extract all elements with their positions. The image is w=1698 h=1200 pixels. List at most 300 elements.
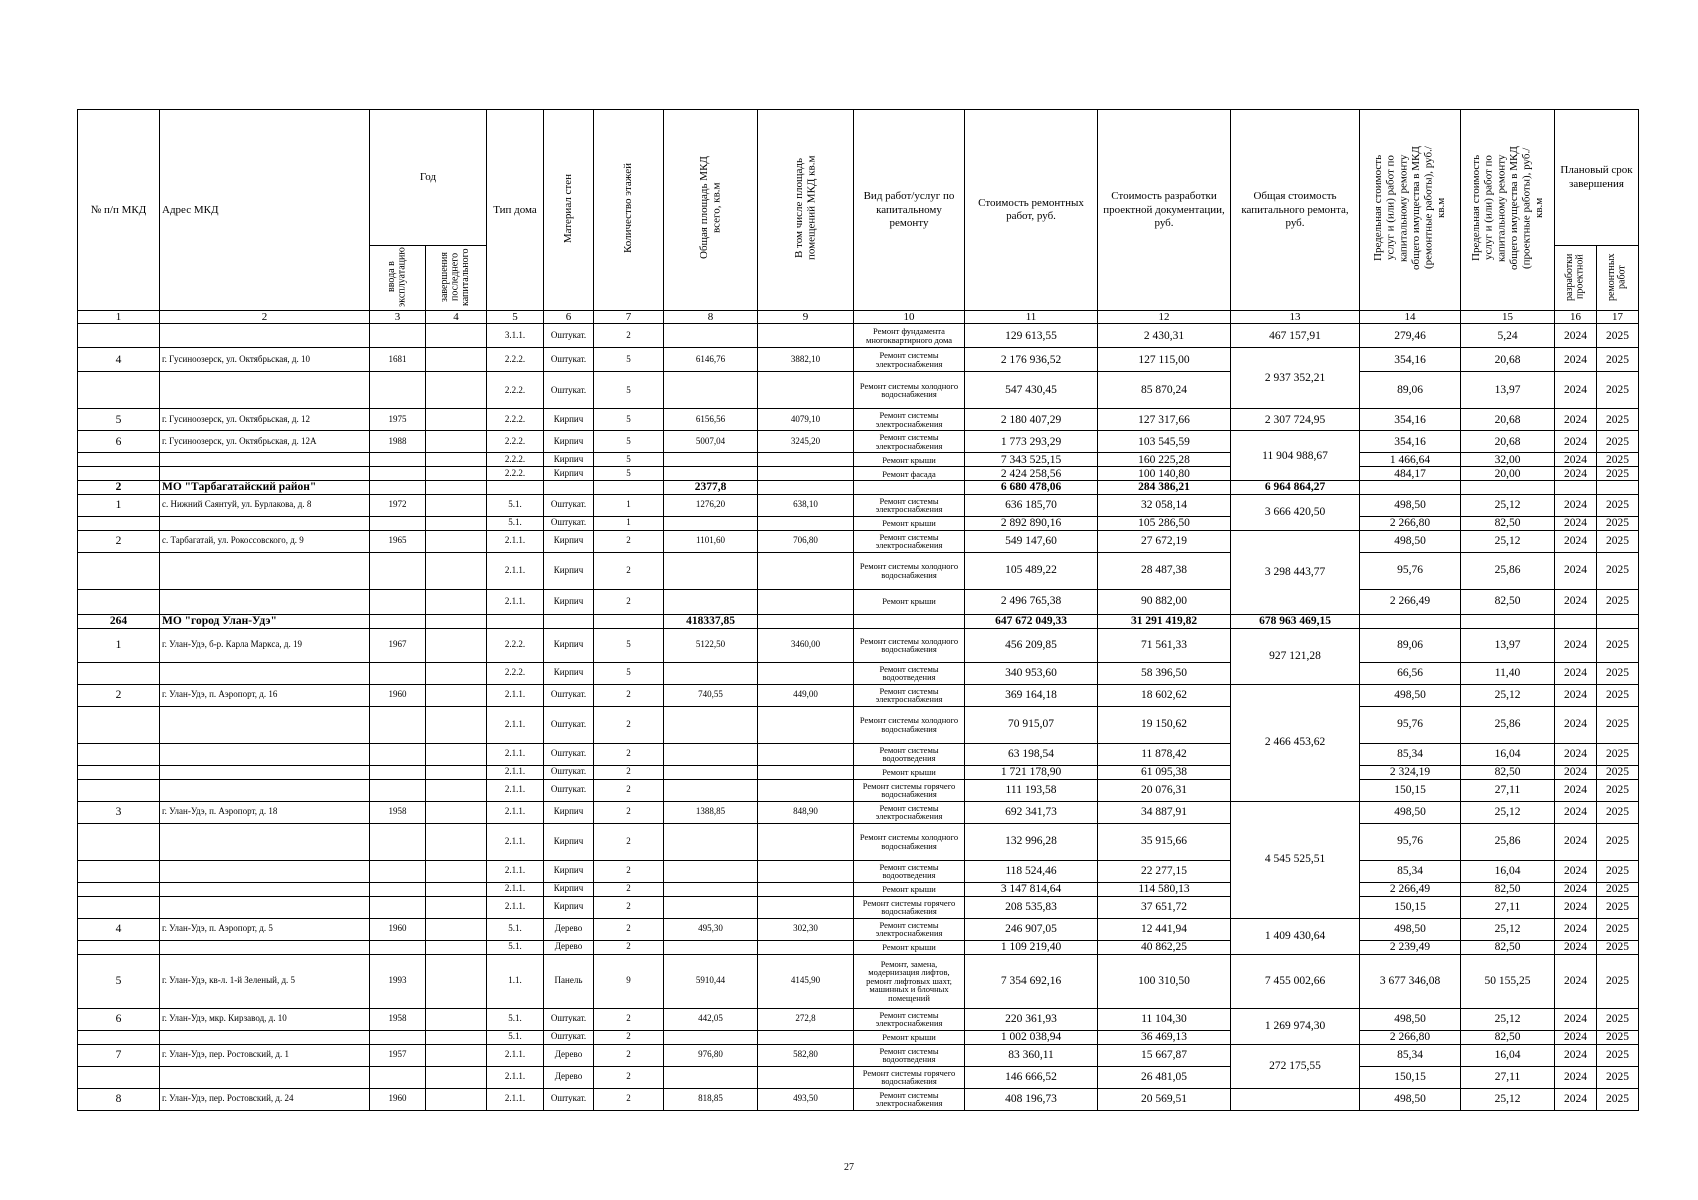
row-term-design: 2024 [1555, 1066, 1597, 1088]
row-repair-cost: 246 907,05 [965, 918, 1098, 940]
row-term-repair: 2025 [1597, 684, 1639, 706]
row-work-type: Ремонт крыши [854, 882, 965, 896]
row-address [160, 662, 370, 684]
header-term: Плановый срок завершения [1555, 110, 1639, 246]
row-wall-material: Дерево [544, 1044, 594, 1066]
row-term-design: 2024 [1555, 552, 1597, 589]
row-number: 6 [78, 1008, 160, 1030]
empty-cell [594, 481, 664, 494]
row-address [160, 860, 370, 882]
row-wall-material: Кирпич [544, 860, 594, 882]
row-wall-material: Оштукат. [544, 743, 594, 765]
row-address: г. Гусиноозерск, ул. Октябрьская, д. 10 [160, 348, 370, 372]
row-limit-repair: 2 266,80 [1360, 516, 1461, 530]
row-work-type: Ремонт системы электроснабжения [854, 801, 965, 823]
row-premises-area: 3882,10 [758, 348, 854, 372]
row-limit-design: 25,12 [1461, 684, 1555, 706]
empty-cell [426, 614, 487, 628]
row-floors: 2 [594, 860, 664, 882]
row-limit-repair: 279,46 [1360, 324, 1461, 348]
row-term-design: 2024 [1555, 743, 1597, 765]
row-term-design: 2024 [1555, 882, 1597, 896]
row-term-design: 2024 [1555, 516, 1597, 530]
table-row [78, 662, 1639, 684]
row-repair-cost: 132 996,28 [965, 823, 1098, 860]
header-term-repair [1597, 246, 1639, 311]
row-total-area [664, 589, 758, 614]
row-total-area: 442,05 [664, 1008, 758, 1030]
row-work-type: Ремонт системы электроснабжения [854, 494, 965, 516]
row-year-last [426, 684, 487, 706]
table-row [78, 324, 1639, 348]
table-row [78, 431, 1639, 453]
row-term-design: 2024 [1555, 860, 1597, 882]
row-total-area: 5007,04 [664, 431, 758, 453]
row-limit-design: 20,68 [1461, 431, 1555, 453]
row-year-built [370, 372, 426, 409]
row-year-built [370, 743, 426, 765]
row-house-type: 5.1. [487, 1030, 544, 1044]
row-year-built: 1958 [370, 1008, 426, 1030]
column-number-9: 9 [758, 311, 854, 324]
row-wall-material: Оштукат. [544, 765, 594, 779]
row-floors: 2 [594, 530, 664, 552]
section-row [78, 481, 1639, 494]
row-work-type: Ремонт системы горячего водоснабжения [854, 896, 965, 918]
row-house-type: 2.2.2. [487, 453, 544, 467]
row-address [160, 324, 370, 348]
row-floors: 5 [594, 409, 664, 431]
row-house-type: 2.1.1. [487, 743, 544, 765]
row-term-design: 2024 [1555, 1030, 1597, 1044]
row-number: 1 [78, 628, 160, 662]
row-year-last [426, 954, 487, 1008]
row-limit-design: 32,00 [1461, 453, 1555, 467]
row-house-type: 2.1.1. [487, 589, 544, 614]
row-total-cost: 927 121,28 [1231, 628, 1360, 684]
row-repair-cost: 63 198,54 [965, 743, 1098, 765]
row-work-type: Ремонт фундамента многоквартирного дома [854, 324, 965, 348]
row-house-type: 2.1.1. [487, 896, 544, 918]
header-row [78, 110, 1639, 246]
row-design-cost: 2 430,31 [1098, 324, 1231, 348]
row-work-type: Ремонт, замена, модернизация лифтов, ремонт лифтовых шахт, машинных и блочных помещений [854, 954, 965, 1008]
row-total-cost: 2 466 453,62 [1231, 684, 1360, 801]
row-work-type: Ремонт системы электроснабжения [854, 918, 965, 940]
row-address: г. Улан-Удэ, п. Аэропорт, д. 5 [160, 918, 370, 940]
row-address: г. Гусиноозерск, ул. Октябрьская, д. 12А [160, 431, 370, 453]
row-work-type: Ремонт системы холодного водоснабжения [854, 552, 965, 589]
row-repair-cost: 408 196,73 [965, 1088, 1098, 1110]
row-year-last [426, 1030, 487, 1044]
row-limit-design: 25,86 [1461, 552, 1555, 589]
row-house-type: 2.1.1. [487, 1088, 544, 1110]
row-repair-cost: 692 341,73 [965, 801, 1098, 823]
row-limit-repair: 2 324,19 [1360, 765, 1461, 779]
row-premises-area [758, 882, 854, 896]
row-limit-design: 82,50 [1461, 765, 1555, 779]
row-number [78, 589, 160, 614]
row-wall-material: Оштукат. [544, 494, 594, 516]
row-premises-area: 706,80 [758, 530, 854, 552]
row-floors: 5 [594, 662, 664, 684]
row-limit-design: 25,12 [1461, 530, 1555, 552]
row-number [78, 896, 160, 918]
row-year-built [370, 765, 426, 779]
row-work-type: Ремонт крыши [854, 516, 965, 530]
row-design-cost: 61 095,38 [1098, 765, 1231, 779]
row-year-built [370, 324, 426, 348]
row-design-cost: 58 396,50 [1098, 662, 1231, 684]
row-wall-material: Кирпич [544, 409, 594, 431]
row-term-repair: 2025 [1597, 801, 1639, 823]
row-limit-repair: 498,50 [1360, 684, 1461, 706]
row-premises-area [758, 779, 854, 801]
row-year-last [426, 552, 487, 589]
row-year-built: 1960 [370, 1088, 426, 1110]
column-number-4: 4 [426, 311, 487, 324]
row-year-last [426, 779, 487, 801]
row-house-type: 2.2.2. [487, 431, 544, 453]
column-number-14: 14 [1360, 311, 1461, 324]
row-term-design: 2024 [1555, 918, 1597, 940]
row-premises-area: 848,90 [758, 801, 854, 823]
row-design-cost: 114 580,13 [1098, 882, 1231, 896]
row-limit-design: 25,12 [1461, 801, 1555, 823]
row-limit-repair: 95,76 [1360, 552, 1461, 589]
row-total-cost: 272 175,55 [1231, 1044, 1360, 1088]
row-total-area [664, 743, 758, 765]
row-premises-area [758, 743, 854, 765]
row-year-built: 1681 [370, 348, 426, 372]
row-floors: 2 [594, 779, 664, 801]
row-total-cost: 1 409 430,64 [1231, 918, 1360, 954]
row-term-repair: 2025 [1597, 1088, 1639, 1110]
row-limit-repair: 354,16 [1360, 348, 1461, 372]
row-limit-repair: 498,50 [1360, 1088, 1461, 1110]
row-year-last [426, 706, 487, 743]
row-wall-material: Кирпич [544, 552, 594, 589]
row-total-area: 495,30 [664, 918, 758, 940]
row-year-last [426, 348, 487, 372]
row-term-repair: 2025 [1597, 372, 1639, 409]
row-term-repair: 2025 [1597, 348, 1639, 372]
row-year-built [370, 882, 426, 896]
header-year-built-text: ввода в эксплуатацию [386, 247, 408, 307]
row-year-built [370, 940, 426, 954]
row-design-cost: 28 487,38 [1098, 552, 1231, 589]
header-repair-cost: Стоимость ремонтных работ, руб. [965, 110, 1098, 311]
row-design-cost: 15 667,87 [1098, 1044, 1231, 1066]
header-premises-area [758, 110, 854, 311]
row-limit-repair: 354,16 [1360, 409, 1461, 431]
row-number: 4 [78, 918, 160, 940]
row-work-type: Ремонт системы электроснабжения [854, 530, 965, 552]
row-house-type: 2.1.1. [487, 530, 544, 552]
row-house-type: 2.2.2. [487, 409, 544, 431]
row-term-design: 2024 [1555, 823, 1597, 860]
row-address [160, 552, 370, 589]
row-number [78, 372, 160, 409]
row-house-type: 2.1.1. [487, 882, 544, 896]
row-total-area: 818,85 [664, 1088, 758, 1110]
table-row [78, 860, 1639, 882]
header-year-built [370, 246, 426, 311]
row-work-type: Ремонт системы холодного водоснабжения [854, 706, 965, 743]
empty-cell [1555, 614, 1597, 628]
row-floors: 2 [594, 684, 664, 706]
row-design-cost: 34 887,91 [1098, 801, 1231, 823]
row-premises-area: 493,50 [758, 1088, 854, 1110]
row-repair-cost: 2 892 890,16 [965, 516, 1098, 530]
row-year-built: 1972 [370, 494, 426, 516]
row-term-repair: 2025 [1597, 896, 1639, 918]
row-total-area: 740,55 [664, 684, 758, 706]
row-limit-design: 20,00 [1461, 467, 1555, 481]
row-total-cost: 1 269 974,30 [1231, 1008, 1360, 1044]
row-wall-material: Оштукат. [544, 1088, 594, 1110]
row-term-design: 2024 [1555, 684, 1597, 706]
row-address: г. Гусиноозерск, ул. Октябрьская, д. 12 [160, 409, 370, 431]
row-floors: 2 [594, 706, 664, 743]
row-year-last [426, 1066, 487, 1088]
row-address: г. Улан-Удэ, пер. Ростовский, д. 1 [160, 1044, 370, 1066]
row-premises-area [758, 467, 854, 481]
row-term-repair: 2025 [1597, 1044, 1639, 1066]
row-term-design: 2024 [1555, 662, 1597, 684]
table-row [78, 1008, 1639, 1030]
row-total-area [664, 706, 758, 743]
row-total-area [664, 324, 758, 348]
row-year-built: 1965 [370, 530, 426, 552]
row-wall-material: Дерево [544, 1066, 594, 1088]
row-year-built: 1975 [370, 409, 426, 431]
row-work-type: Ремонт фасада [854, 467, 965, 481]
row-work-type: Ремонт крыши [854, 453, 965, 467]
row-address [160, 706, 370, 743]
row-design-cost: 35 915,66 [1098, 823, 1231, 860]
table-row [78, 628, 1639, 662]
section-name: МО "Тарбагатайский район" [160, 481, 370, 494]
row-number [78, 324, 160, 348]
empty-cell [370, 614, 426, 628]
row-total-area [664, 516, 758, 530]
row-year-last [426, 530, 487, 552]
row-number [78, 779, 160, 801]
row-house-type: 3.1.1. [487, 324, 544, 348]
row-limit-repair: 498,50 [1360, 918, 1461, 940]
row-house-type: 5.1. [487, 918, 544, 940]
row-repair-cost: 146 666,52 [965, 1066, 1098, 1088]
header-year-last-text: завершения последнего капитального [439, 248, 472, 306]
row-limit-repair: 150,15 [1360, 896, 1461, 918]
header-work-type: Вид работ/услуг по капитальному ремонту [854, 110, 965, 311]
row-design-cost: 127 115,00 [1098, 348, 1231, 372]
row-year-last [426, 1088, 487, 1110]
row-number [78, 467, 160, 481]
row-total-area [664, 662, 758, 684]
row-floors: 2 [594, 1044, 664, 1066]
row-address [160, 516, 370, 530]
row-floors: 5 [594, 372, 664, 409]
row-term-design: 2024 [1555, 779, 1597, 801]
row-total-area [664, 1066, 758, 1088]
table-row [78, 372, 1639, 409]
row-premises-area [758, 1030, 854, 1044]
row-design-cost: 11 878,42 [1098, 743, 1231, 765]
table-row [78, 918, 1639, 940]
row-limit-design: 13,97 [1461, 628, 1555, 662]
row-premises-area [758, 1066, 854, 1088]
row-year-last [426, 628, 487, 662]
row-work-type: Ремонт системы водоотведения [854, 662, 965, 684]
row-total-area: 1388,85 [664, 801, 758, 823]
row-total-cost: 467 157,91 [1231, 324, 1360, 348]
table-row [78, 453, 1639, 467]
row-premises-area: 4145,90 [758, 954, 854, 1008]
row-limit-repair: 2 266,49 [1360, 882, 1461, 896]
row-design-cost: 22 277,15 [1098, 860, 1231, 882]
row-term-design: 2024 [1555, 431, 1597, 453]
row-repair-cost: 2 496 765,38 [965, 589, 1098, 614]
section-number: 264 [78, 614, 160, 628]
row-work-type: Ремонт системы электроснабжения [854, 684, 965, 706]
header-year: Год [370, 110, 487, 246]
row-premises-area [758, 896, 854, 918]
empty-cell [426, 481, 487, 494]
row-number [78, 662, 160, 684]
row-work-type: Ремонт крыши [854, 1030, 965, 1044]
row-premises-area: 582,80 [758, 1044, 854, 1066]
row-house-type: 2.2.2. [487, 467, 544, 481]
row-year-last [426, 494, 487, 516]
row-limit-design: 25,12 [1461, 494, 1555, 516]
row-total-area [664, 372, 758, 409]
header-total-area [664, 110, 758, 311]
row-limit-design: 27,11 [1461, 779, 1555, 801]
row-floors: 2 [594, 589, 664, 614]
row-address [160, 1066, 370, 1088]
row-term-repair: 2025 [1597, 453, 1639, 467]
row-year-last [426, 431, 487, 453]
table-row [78, 779, 1639, 801]
row-address [160, 765, 370, 779]
row-work-type: Ремонт крыши [854, 589, 965, 614]
row-floors: 2 [594, 1088, 664, 1110]
row-wall-material: Оштукат. [544, 324, 594, 348]
row-limit-repair: 498,50 [1360, 494, 1461, 516]
row-number: 5 [78, 409, 160, 431]
row-term-design: 2024 [1555, 467, 1597, 481]
row-floors: 5 [594, 431, 664, 453]
row-premises-area [758, 453, 854, 467]
row-term-design: 2024 [1555, 896, 1597, 918]
table-row [78, 552, 1639, 589]
table-row [78, 706, 1639, 743]
row-total-area [664, 467, 758, 481]
row-wall-material: Кирпич [544, 896, 594, 918]
row-term-repair: 2025 [1597, 1066, 1639, 1088]
row-repair-cost: 456 209,85 [965, 628, 1098, 662]
header-wall-material-text: Материал стен [562, 173, 575, 243]
row-wall-material: Кирпич [544, 431, 594, 453]
row-year-built: 1960 [370, 684, 426, 706]
row-number: 8 [78, 1088, 160, 1110]
row-year-built: 1967 [370, 628, 426, 662]
row-term-repair: 2025 [1597, 467, 1639, 481]
row-wall-material: Оштукат. [544, 706, 594, 743]
row-term-repair: 2025 [1597, 779, 1639, 801]
row-wall-material: Кирпич [544, 823, 594, 860]
row-repair-cost: 208 535,83 [965, 896, 1098, 918]
row-floors: 5 [594, 453, 664, 467]
row-year-last [426, 516, 487, 530]
row-repair-cost: 7 343 525,15 [965, 453, 1098, 467]
row-number [78, 516, 160, 530]
row-work-type: Ремонт системы холодного водоснабжения [854, 372, 965, 409]
row-address [160, 940, 370, 954]
row-repair-cost: 129 613,55 [965, 324, 1098, 348]
row-premises-area [758, 516, 854, 530]
row-house-type: 2.2.2. [487, 372, 544, 409]
row-premises-area: 3245,20 [758, 431, 854, 453]
row-premises-area: 272,8 [758, 1008, 854, 1030]
row-year-built [370, 662, 426, 684]
row-address: с. Нижний Саянтуй, ул. Бурлакова, д. 8 [160, 494, 370, 516]
empty-cell [758, 614, 854, 628]
row-limit-design: 25,86 [1461, 823, 1555, 860]
table-row [78, 1088, 1639, 1110]
row-work-type: Ремонт системы электроснабжения [854, 1088, 965, 1110]
row-term-repair: 2025 [1597, 589, 1639, 614]
table-row [78, 940, 1639, 954]
row-limit-design: 25,86 [1461, 706, 1555, 743]
header-floors-text: Количество этажей [622, 163, 635, 254]
row-repair-cost: 2 180 407,29 [965, 409, 1098, 431]
row-floors: 2 [594, 1030, 664, 1044]
table-row [78, 801, 1639, 823]
row-year-built [370, 516, 426, 530]
table-row [78, 516, 1639, 530]
row-year-built [370, 706, 426, 743]
row-design-cost: 18 602,62 [1098, 684, 1231, 706]
row-term-repair: 2025 [1597, 940, 1639, 954]
row-limit-design: 11,40 [1461, 662, 1555, 684]
row-address: г. Улан-Удэ, п. Аэропорт, д. 18 [160, 801, 370, 823]
row-number: 5 [78, 954, 160, 1008]
header-address: Адрес МКД [160, 110, 370, 311]
row-term-design: 2024 [1555, 589, 1597, 614]
row-floors: 2 [594, 743, 664, 765]
row-work-type: Ремонт системы горячего водоснабжения [854, 1066, 965, 1088]
header-wall-material [544, 110, 594, 311]
row-year-built [370, 1066, 426, 1088]
row-repair-cost: 547 430,45 [965, 372, 1098, 409]
row-limit-repair: 150,15 [1360, 1066, 1461, 1088]
row-limit-design: 25,12 [1461, 918, 1555, 940]
row-wall-material: Панель [544, 954, 594, 1008]
row-repair-cost: 70 915,07 [965, 706, 1098, 743]
row-limit-repair: 354,16 [1360, 431, 1461, 453]
table-body [78, 110, 1639, 1111]
row-total-area [664, 552, 758, 589]
header-limit-design-text: Предельная стоимость услуг и (или) работ по капитальному ремонту общего имущества в МКД (проектные работы), руб./кв.м [1469, 146, 1545, 271]
row-wall-material: Оштукат. [544, 516, 594, 530]
row-premises-area [758, 372, 854, 409]
row-term-design: 2024 [1555, 324, 1597, 348]
row-limit-repair: 89,06 [1360, 628, 1461, 662]
row-limit-repair: 85,34 [1360, 743, 1461, 765]
